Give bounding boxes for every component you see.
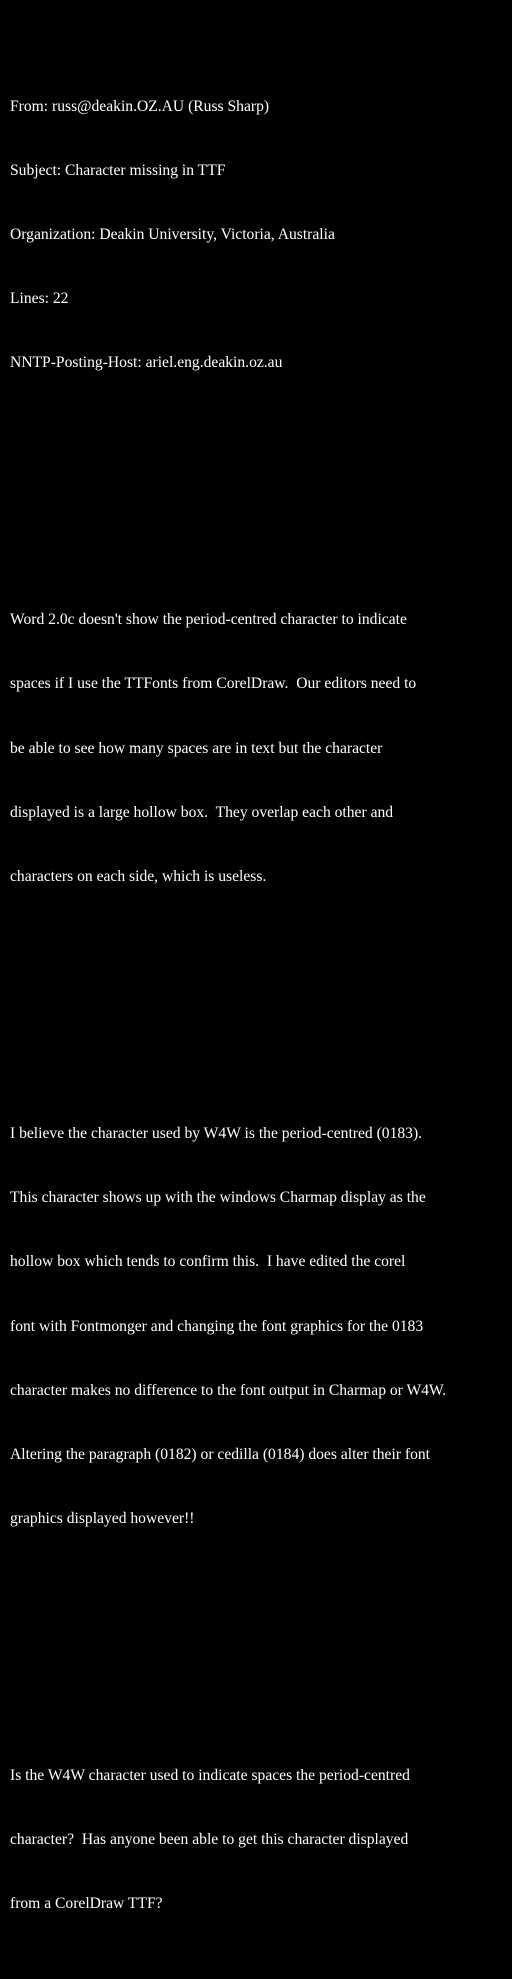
message-headers xyxy=(10,53,512,417)
body-line: Word 2.0c doesn't show the period-centred character to indicate xyxy=(10,611,407,629)
body-line: Is the W4W character used to indicate spaces the period-centred xyxy=(10,1767,410,1784)
body-line: hollow box which tends to confirm this. I have edited the corel xyxy=(10,1253,406,1271)
header-organization: Organization: Deakin University, Victoria, Australia xyxy=(10,226,335,244)
body-line: from a CorelDraw TTF? xyxy=(10,1895,163,1913)
header-subject: Subject: Character missing in TTF xyxy=(10,161,226,179)
header-from: From: russ@deakin.OZ.AU (Russ Sharp) xyxy=(10,97,270,115)
body-line: This character shows up with the windows Charmap display as the xyxy=(10,1189,426,1207)
body-line: graphics displayed however!! xyxy=(10,1510,195,1528)
blank-line xyxy=(10,995,512,1016)
blank-line xyxy=(10,1637,512,1658)
body-line: characters on each side, which is useless. xyxy=(10,868,267,886)
body-paragraph-2 xyxy=(10,1080,512,1572)
body-line: character makes no difference to the font output in Charmap or W4W. xyxy=(10,1381,447,1399)
body-line: I believe the character used by W4W is the period-centred (0183). xyxy=(10,1124,423,1142)
body-line: displayed is a large hollow box. They overlap each other and xyxy=(10,803,394,821)
header-lines: Lines: 22 xyxy=(10,290,69,308)
body-paragraph-1 xyxy=(10,566,512,930)
body-line: character? Has anyone been able to get this character displayed xyxy=(10,1831,409,1849)
body-line: font with Fontmonger and changing the font graphics for the 0183 xyxy=(10,1317,424,1335)
body-line: Altering the paragraph (0182) or cedilla (0184) does alter their font xyxy=(10,1445,431,1463)
usenet-post xyxy=(10,10,512,1979)
body-line: be able to see how many spaces are in text but the character xyxy=(10,739,383,757)
body-line: spaces if I use the TTFonts from CorelDraw. Our editors need to xyxy=(10,675,417,693)
blank-line xyxy=(10,481,512,502)
header-nntp-posting-host: NNTP-Posting-Host: ariel.eng.deakin.oz.au xyxy=(10,354,283,372)
body-paragraph-3 xyxy=(10,1722,512,1957)
